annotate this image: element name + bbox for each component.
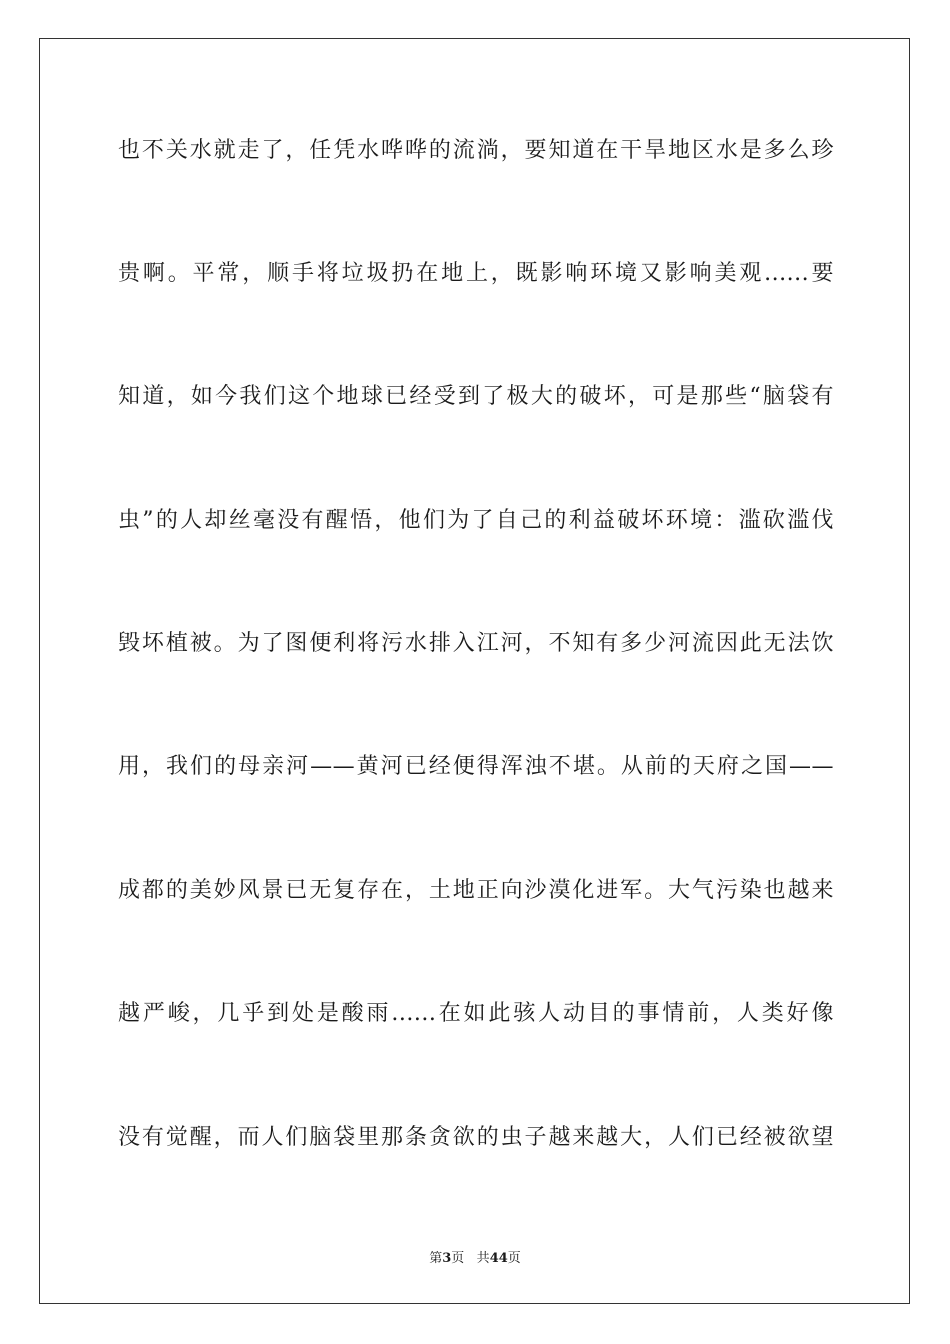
page-border bbox=[39, 38, 910, 1304]
text-line-6: 用，我们的母亲河——黄河已经便得浑浊不堪。从前的天府之国—— bbox=[118, 754, 834, 779]
footer-page-suffix: 页 bbox=[451, 1251, 465, 1266]
text-line-7: 成都的美妙风景已无复存在，土地正向沙漠化进军。大气污染也越来 bbox=[118, 878, 834, 903]
text-line-1: 也不关水就走了，任凭水哗哗的流淌，要知道在干旱地区水是多么珍 bbox=[118, 138, 834, 163]
page-footer bbox=[0, 1247, 950, 1266]
text-line-5: 毁坏植被。为了图便利将污水排入江河，不知有多少河流因此无法饮 bbox=[118, 631, 834, 656]
text-line-9: 没有觉醒，而人们脑袋里那条贪欲的虫子越来越大，人们已经被欲望 bbox=[118, 1125, 834, 1150]
footer-total-prefix: 共 bbox=[476, 1251, 490, 1266]
footer-total-suffix: 页 bbox=[507, 1251, 521, 1266]
footer-prefix: 第 bbox=[429, 1251, 443, 1266]
text-line-4: 虫”的人却丝毫没有醒悟，他们为了自己的利益破坏环境：滥砍滥伐 bbox=[118, 508, 834, 533]
text-line-2: 贵啊。平常，顺手将垃圾扔在地上，既影响环境又影响美观......要 bbox=[118, 261, 834, 286]
text-line-3: 知道，如今我们这个地球已经受到了极大的破坏，可是那些“脑袋有 bbox=[118, 384, 834, 409]
current-page-number: 3 bbox=[442, 1251, 452, 1266]
text-line-8: 越严峻，几乎到处是酸雨......在如此骇人动目的事情前，人类好像 bbox=[118, 1001, 834, 1026]
total-page-count: 44 bbox=[489, 1251, 508, 1266]
